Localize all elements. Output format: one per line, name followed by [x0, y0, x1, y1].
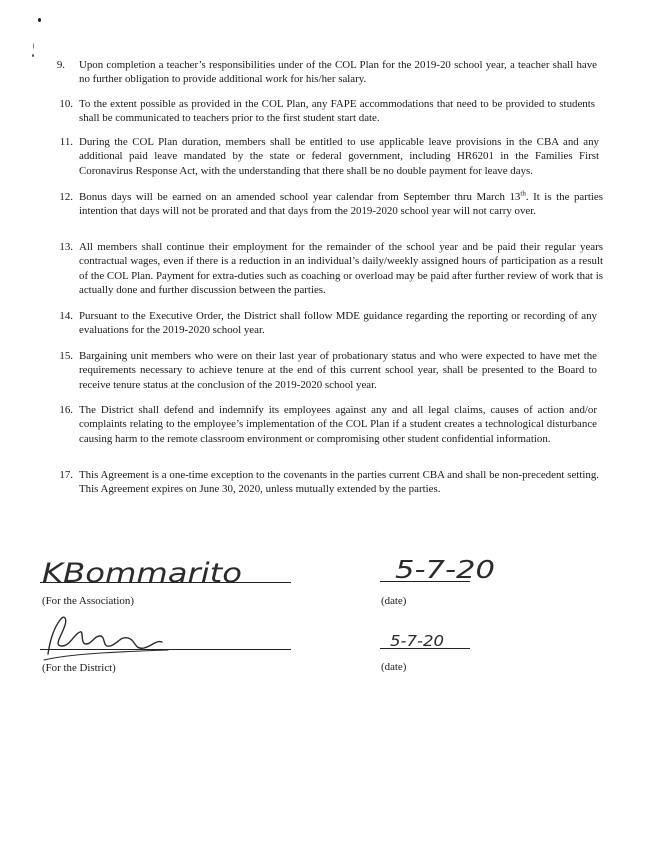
association-signature-text: KBommarito — [42, 558, 242, 589]
item-text: Upon completion a teacher’s responsibilities under of the COL Plan for the 2019-20 school year, a teacher shall have no further obligation to provide additional work for his/her salary. — [79, 59, 597, 86]
association-date-text: 5-7-20 — [395, 555, 495, 584]
district-date-text: 5-7-20 — [390, 632, 444, 650]
association-date-line — [380, 581, 470, 582]
association-signature — [40, 552, 280, 592]
ordinal-superscript: th — [520, 189, 526, 198]
item-number: 14. — [59, 310, 73, 322]
item-text: Pursuant to the Executive Order, the District shall follow MDE guidance regarding the reporting or recording of any evaluations for the 2019-2020 school year. — [79, 310, 597, 337]
item-number: 12. — [59, 191, 73, 203]
item-text: This Agreement is a one-time exception to the covenants in the parties current CBA and shall be non-precedent setting. This Agreement expires on June 30, 2020, unless mutually extended by the parties. — [79, 469, 599, 496]
item-number: 10. — [59, 98, 73, 110]
association-signature-line — [40, 582, 291, 583]
district-signature-flourish — [44, 650, 168, 660]
item-text: The District shall defend and indemnify its employees against any and all legal claims, causes of action and/or complaints relating to the employee’s implementation of the COL Plan if a student creates a technological disturbance causing harm to the remote classroom environment or compromising other student confidential information. — [79, 404, 597, 445]
item-number: 16. — [59, 404, 73, 416]
district-date-line — [380, 648, 470, 649]
item-number: 11. — [59, 136, 73, 148]
item-text: Bargaining unit members who were on their last year of probationary status and who were expected to have met the requirements necessary to achieve tenure at the end of this current school year, shall be presented to the Board to receive tenure status at the conclusion of the 2019-2020 school year. — [79, 350, 597, 391]
item-text-part: Bonus days will be earned on an amended school year calendar from September thru March 13 — [79, 191, 521, 203]
association-date-caption: (date) — [381, 595, 407, 607]
item-number: 9. — [56, 59, 65, 71]
item-number: 15. — [59, 350, 73, 362]
item-text — [79, 190, 603, 219]
district-date-caption: (date) — [381, 661, 407, 673]
item-text: All members shall continue their employment for the remainder of the school year and be paid their regular years contractual wages, even if there is a reduction in an individual’s daily/weekly assigned hours of participation as a result of the COL Plan. Payment for extra-duties such as coaching or overload may be paid after further review of work that is actually done and further discussion between the parties. — [79, 241, 603, 297]
item-number: 13. — [59, 241, 73, 253]
scan-speck — [38, 18, 41, 22]
association-caption: (For the Association) — [42, 595, 134, 607]
district-signature-line — [40, 649, 291, 650]
district-caption: (For the District) — [42, 662, 116, 674]
item-text: To the extent possible as provided in the COL Plan, any FAPE accommodations that need to be provided to students shall be communicated to teachers prior to the first student start date. — [79, 98, 595, 125]
scan-speck — [33, 43, 34, 49]
item-number: 17. — [59, 469, 73, 481]
item-text: During the COL Plan duration, members shall be entitled to use applicable leave provisions in the CBA and any additional paid leave mandated by the state or federal government, including HR6201 in the Families First Coronavirus Response Act, with the understanding that there shall be no double payment for leave days. — [79, 136, 599, 177]
scan-speck — [32, 54, 34, 57]
item-text-part: . It is the parties intention that days will not be prorated and that days from the 2019-2020 school year will not carry over. — [79, 191, 603, 218]
